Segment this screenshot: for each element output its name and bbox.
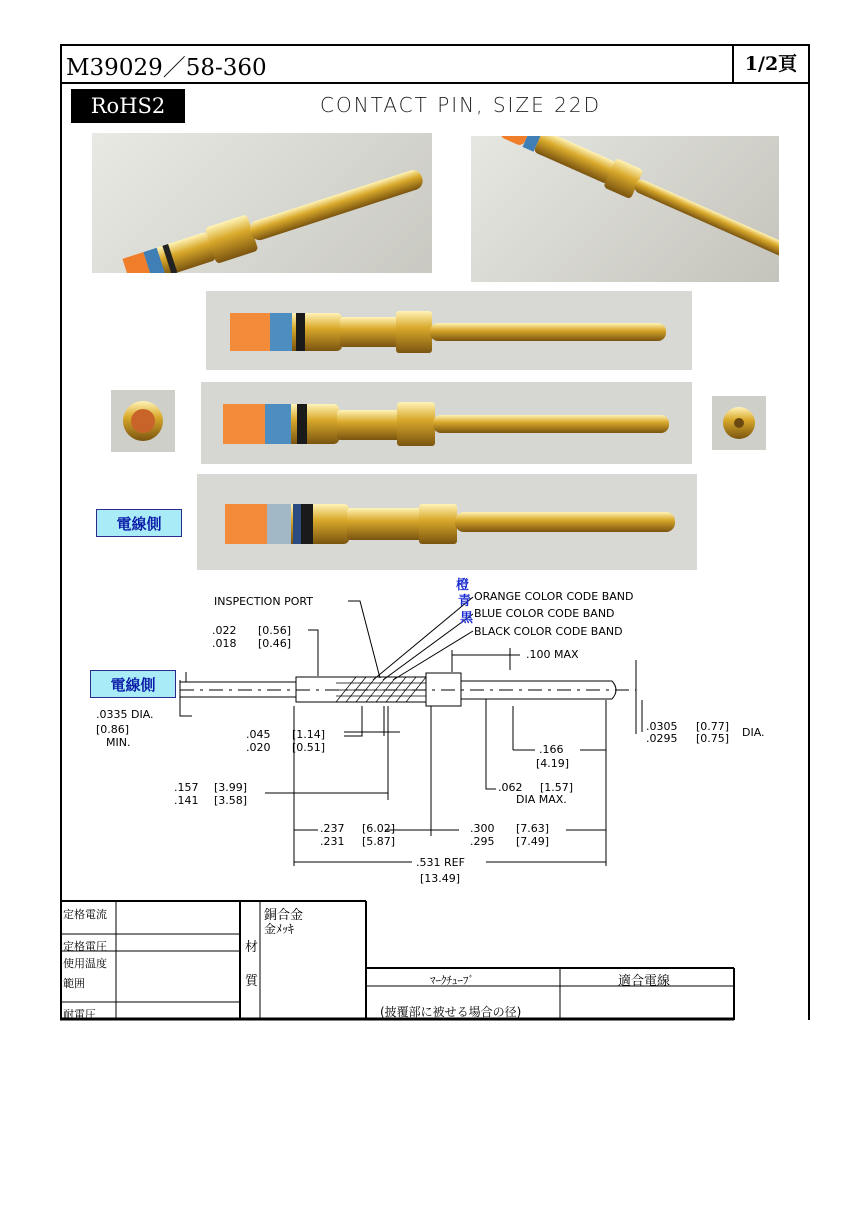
photo-pin-side-1 [206, 291, 692, 370]
photo-pin-angled-left [92, 133, 432, 273]
part-number: M39029／58-360 [66, 55, 267, 81]
page-title: CONTACT PIN, SIZE 22D [320, 93, 601, 117]
dim-237-mm: [6.02] [362, 822, 396, 835]
label-rated-voltage: 定格電圧 [63, 940, 107, 953]
dim-157-mm: [3.99] [214, 781, 248, 794]
dim-141-mm: [3.58] [214, 794, 248, 807]
dim-0305: .0305 [646, 720, 678, 733]
kanji-black: 黒 [460, 611, 474, 626]
dim-166: .166 [539, 743, 564, 756]
dim-295-mm: [7.49] [516, 835, 550, 848]
dim-0335: .0335 DIA. [96, 708, 154, 721]
label-rated-current: 定格電流 [63, 908, 107, 921]
material-value-2: 金ﾒｯｷ [264, 922, 295, 936]
dim-237: .237 [320, 822, 345, 835]
page-number: 1/2頁 [732, 46, 808, 82]
label-100-max: .100 MAX [526, 648, 579, 661]
label-temp-range-1: 使用温度 [63, 957, 107, 970]
dim-300-mm: [7.63] [516, 822, 550, 835]
label-orange-band: ORANGE COLOR CODE BAND [474, 590, 634, 603]
dim-0295-mm: [0.75] [696, 732, 730, 745]
wire-side-tag-drawing: 電線側 [90, 670, 176, 698]
dim-0305-mm: [0.77] [696, 720, 730, 733]
dim-157: .157 [174, 781, 199, 794]
label-blue-band: BLUE COLOR CODE BAND [474, 607, 615, 620]
rohs-badge: RoHS2 [71, 89, 185, 123]
dim-231-mm: [5.87] [362, 835, 396, 848]
photo-pin-end-left [111, 390, 175, 452]
dim-531-mm: [13.49] [420, 872, 461, 885]
label-black-band: BLACK COLOR CODE BAND [474, 625, 623, 638]
photo-pin-angled-right [471, 136, 779, 282]
material-value-1: 銅合金 [264, 908, 304, 923]
wire-side-tag-photo: 電線側 [96, 509, 182, 537]
dim-141: .141 [174, 794, 199, 807]
photo-pin-side-2 [201, 382, 692, 464]
dim-062: .062 [498, 781, 523, 794]
label-material-1: 材 [245, 940, 259, 955]
dim-045: .045 [246, 728, 271, 741]
dim-0295: .0295 [646, 732, 678, 745]
dim-0335-mm: [0.86] [96, 723, 130, 736]
dim-018: .018 [212, 637, 237, 650]
label-withstand-voltage: 耐電圧 [63, 1008, 96, 1021]
dim-018-mm: [0.46] [258, 637, 292, 650]
dim-045-mm: [1.14] [292, 728, 326, 741]
dim-022: .022 [212, 624, 237, 637]
dim-min: MIN. [106, 736, 131, 749]
dim-300: .300 [470, 822, 495, 835]
dim-062-mm: [1.57] [540, 781, 574, 794]
label-applicable-wire: 適合電線 [618, 974, 671, 989]
label-marker-tube: ﾏｰｸﾁｭｰﾌﾞ [430, 974, 474, 987]
kanji-blue: 青 [458, 594, 472, 609]
dim-dia-max: DIA MAX. [516, 793, 567, 806]
kanji-orange: 橙 [456, 578, 470, 593]
label-material-2: 質 [245, 974, 259, 989]
label-temp-range-2: 範囲 [63, 977, 85, 990]
photo-pin-end-right [712, 396, 766, 450]
dim-022-mm: [0.56] [258, 624, 292, 637]
dim-231: .231 [320, 835, 345, 848]
photo-pin-side-3 [197, 474, 697, 570]
dim-166-mm: [4.19] [536, 757, 570, 770]
dim-dia: DIA. [742, 726, 765, 739]
label-inspection-port: INSPECTION PORT [214, 595, 313, 608]
header-bar [62, 46, 808, 84]
marker-tube-note: (披覆部に被せる場合の径) [380, 1005, 522, 1019]
dim-020: .020 [246, 741, 271, 754]
technical-drawing [0, 570, 844, 900]
dim-295: .295 [470, 835, 495, 848]
dim-531: .531 REF [416, 856, 465, 869]
dim-020-mm: [0.51] [292, 741, 326, 754]
